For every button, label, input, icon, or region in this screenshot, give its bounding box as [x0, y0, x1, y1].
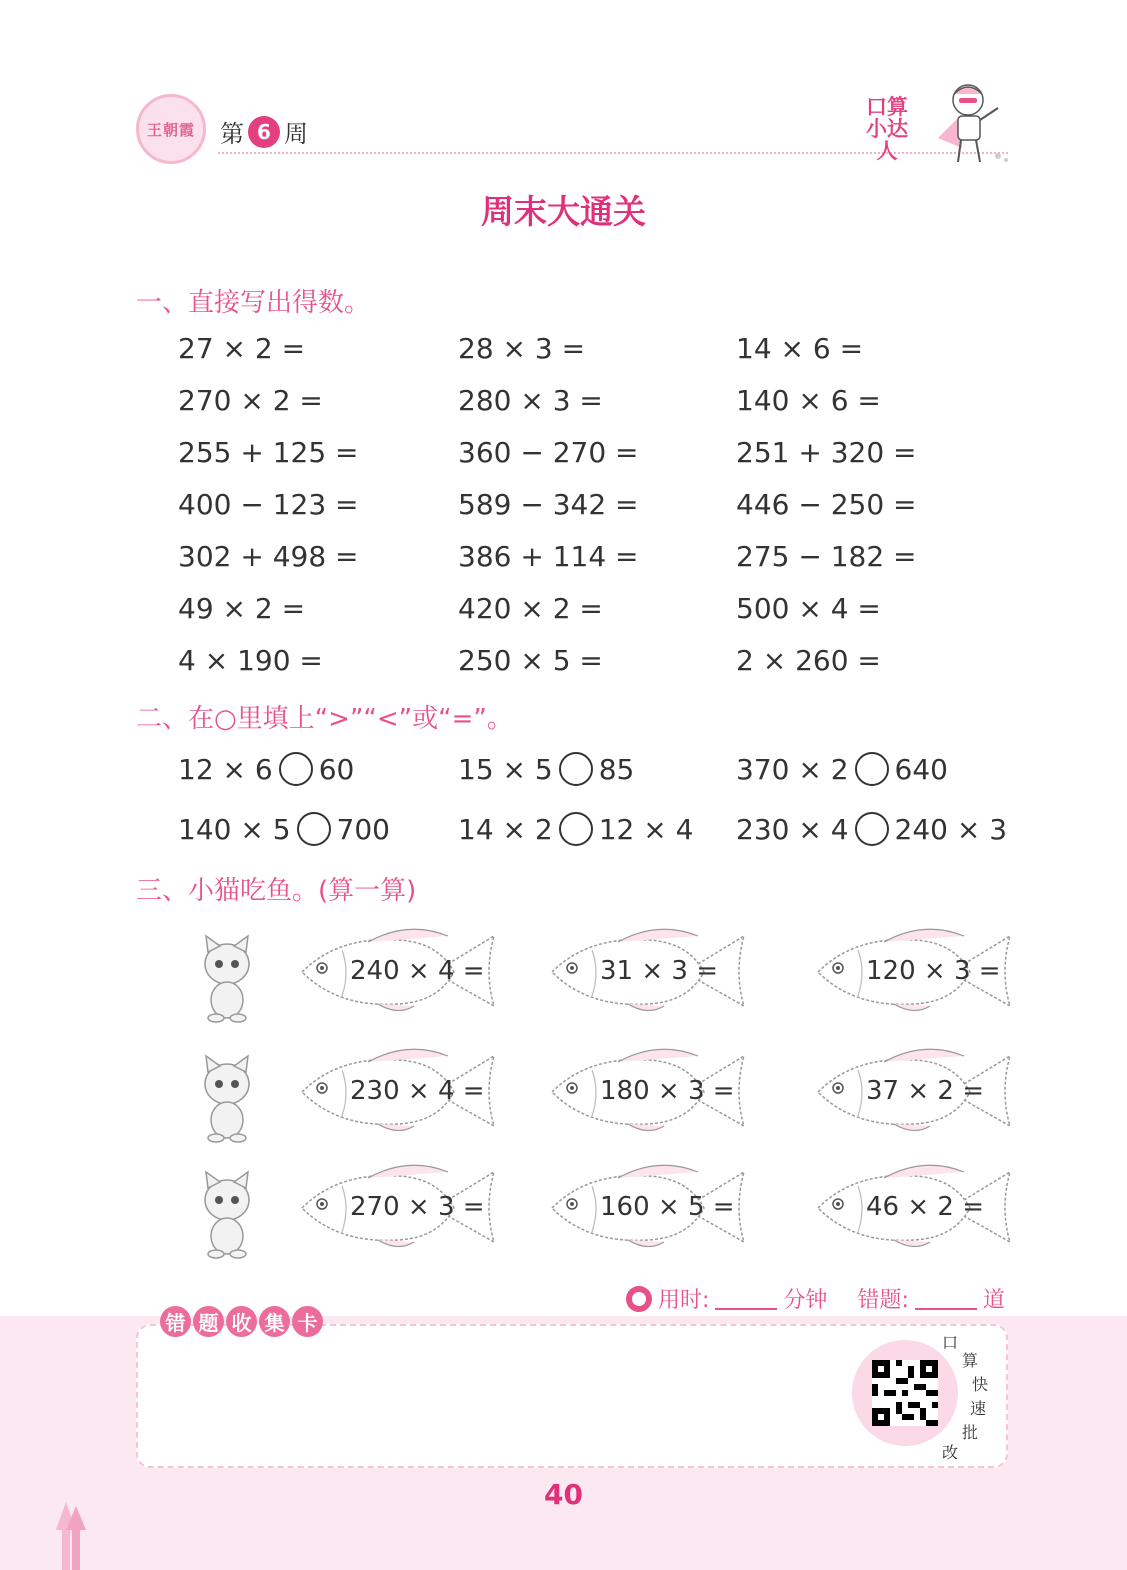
- time-blank[interactable]: [715, 1288, 777, 1310]
- qr-side-char: 算: [962, 1351, 979, 1370]
- calc-row: [178, 592, 1018, 632]
- qr-side-char: 快: [972, 1375, 989, 1394]
- card-title-char: 集: [259, 1306, 290, 1337]
- mascot-boy-illustration: [928, 78, 1014, 168]
- card-title: [160, 1306, 323, 1337]
- section2-heading: 二、在○里填上“>”“<”或“=”。: [136, 704, 513, 734]
- answer-circle[interactable]: [855, 752, 889, 786]
- compare-left: 12 × 6: [178, 752, 273, 786]
- week-number: 6: [248, 116, 280, 148]
- error-unit: 道: [982, 1288, 1005, 1313]
- calc-item: 589 − 342 =: [458, 488, 639, 521]
- compare-right: 700: [336, 812, 390, 846]
- answer-circle[interactable]: [279, 752, 313, 786]
- fish-problem: 37 × 2 =: [866, 1076, 984, 1106]
- card-title-char: 题: [193, 1306, 224, 1337]
- qr-side-char: 改: [942, 1443, 959, 1462]
- week-label: [220, 114, 308, 149]
- calc-row: [178, 488, 1018, 528]
- brand-line1: 口算: [866, 95, 908, 119]
- compare-right: 640: [894, 752, 948, 786]
- calc-item: 386 + 114 =: [458, 540, 639, 573]
- compare-item: [736, 812, 1007, 846]
- calc-item: 446 − 250 =: [736, 488, 917, 521]
- brand-line2: 小达人: [866, 117, 908, 163]
- calc-item: 250 × 5 =: [458, 644, 603, 677]
- calc-item: 4 × 190 =: [178, 644, 323, 677]
- calc-item: 275 − 182 =: [736, 540, 917, 573]
- week-suffix: 周: [284, 120, 308, 148]
- fish-problem: 270 × 3 =: [350, 1192, 485, 1222]
- calc-row: [178, 436, 1018, 476]
- week-prefix: 第: [220, 120, 244, 148]
- page-title: 周末大通关: [481, 192, 646, 231]
- compare-right: 12 × 4: [598, 812, 694, 846]
- error-label: 错题:: [857, 1288, 909, 1313]
- publisher-logo: [136, 94, 206, 164]
- calc-item: 140 × 6 =: [736, 384, 881, 417]
- calc-item: 360 − 270 =: [458, 436, 639, 469]
- compare-left: 370 × 2: [736, 752, 849, 786]
- answer-circle[interactable]: [559, 812, 593, 846]
- compare-item: [178, 812, 390, 846]
- calc-item: 28 × 3 =: [458, 332, 586, 365]
- calc-item: 270 × 2 =: [178, 384, 323, 417]
- qr-side-char: 批: [962, 1423, 979, 1442]
- time-unit: 分钟: [783, 1288, 828, 1313]
- card-title-char: 卡: [292, 1306, 323, 1337]
- stopwatch-icon: [626, 1286, 652, 1312]
- compare-item: [178, 752, 354, 786]
- answer-circle[interactable]: [855, 812, 889, 846]
- compare-left: 15 × 5: [458, 752, 553, 786]
- calc-item: 400 − 123 =: [178, 488, 359, 521]
- calc-item: 255 + 125 =: [178, 436, 359, 469]
- calc-row: [178, 540, 1018, 580]
- logo-text: 王朝霞: [146, 120, 195, 139]
- calc-item: 420 × 2 =: [458, 592, 603, 625]
- answer-circle[interactable]: [559, 752, 593, 786]
- calc-row: [178, 644, 1018, 684]
- compare-right: 240 × 3: [894, 812, 1008, 846]
- compare-row: [178, 752, 1018, 792]
- compare-right: 85: [598, 752, 635, 786]
- compare-item: [458, 812, 693, 846]
- card-title-char: 错: [160, 1306, 191, 1337]
- cat-icon: [192, 1054, 262, 1144]
- cat-icon: [192, 1170, 262, 1260]
- calc-item: 14 × 6 =: [736, 332, 864, 365]
- calc-item: 302 + 498 =: [178, 540, 359, 573]
- calc-item: 251 + 320 =: [736, 436, 917, 469]
- section1-heading: 一、直接写出得数。: [136, 288, 371, 318]
- qr-side-char: 口: [942, 1333, 959, 1352]
- calc-item: 500 × 4 =: [736, 592, 881, 625]
- compare-item: [458, 752, 634, 786]
- fish-problem: 240 × 4 =: [350, 956, 485, 986]
- fish-problem: 120 × 3 =: [866, 956, 1001, 986]
- answer-circle[interactable]: [297, 812, 331, 846]
- fish-problem: 31 × 3 =: [600, 956, 718, 986]
- compare-item: [736, 752, 948, 786]
- card-title-char: 收: [226, 1306, 257, 1337]
- fish-problem: 230 × 4 =: [350, 1076, 485, 1106]
- calc-item: 2 × 260 =: [736, 644, 881, 677]
- compare-left: 140 × 5: [178, 812, 291, 846]
- compare-right: 60: [318, 752, 355, 786]
- cat-icon: [192, 934, 262, 1024]
- arrow-decoration-icon: [52, 1500, 92, 1570]
- page-number: 40: [544, 1478, 583, 1511]
- brand-title: [856, 96, 918, 162]
- compare-left: 14 × 2: [458, 812, 553, 846]
- fish-problem: 160 × 5 =: [600, 1192, 735, 1222]
- error-blank[interactable]: [915, 1288, 977, 1310]
- fish-problem: 180 × 3 =: [600, 1076, 735, 1106]
- calc-row: [178, 332, 1018, 372]
- calc-item: 49 × 2 =: [178, 592, 306, 625]
- compare-row: [178, 812, 1018, 852]
- qr-code-icon[interactable]: [872, 1360, 938, 1426]
- fish-problem: 46 × 2 =: [866, 1192, 984, 1222]
- calc-item: 27 × 2 =: [178, 332, 306, 365]
- compare-left: 230 × 4: [736, 812, 849, 846]
- qr-side-char: 速: [970, 1399, 987, 1418]
- calc-row: [178, 384, 1018, 424]
- calc-item: 280 × 3 =: [458, 384, 603, 417]
- time-label: 用时:: [658, 1288, 710, 1313]
- time-error-row: [626, 1283, 1005, 1314]
- section3-heading: 三、小猫吃鱼。(算一算): [136, 876, 417, 906]
